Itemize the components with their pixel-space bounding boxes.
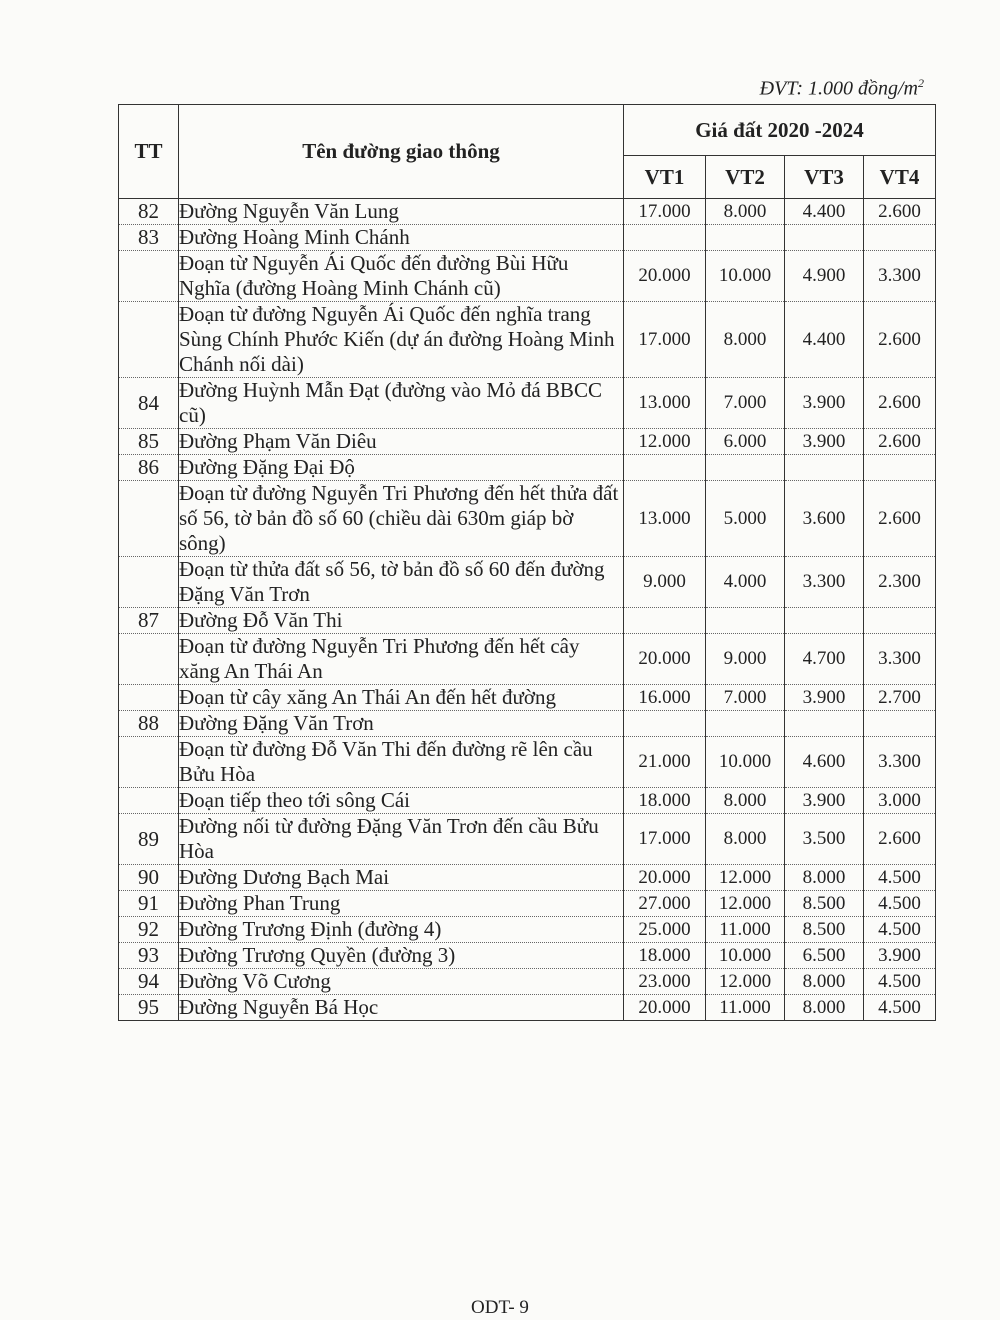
row-number: 87 — [119, 608, 179, 634]
price-vt2: 9.000 — [706, 634, 785, 685]
price-vt3: 4.700 — [785, 634, 864, 685]
road-name: Đường Nguyễn Văn Lung — [179, 199, 624, 225]
road-name: Đoạn từ Nguyễn Ái Quốc đến đường Bùi Hữu Nghĩa (đường Hoàng Minh Chánh cũ) — [179, 251, 624, 302]
table-row — [119, 455, 936, 481]
row-number: 95 — [119, 995, 179, 1021]
table-row — [119, 378, 936, 429]
row-number — [119, 737, 179, 788]
price-vt2: 12.000 — [706, 865, 785, 891]
road-name: Đường Võ Cương — [179, 969, 624, 995]
road-name: Đường Hoàng Minh Chánh — [179, 225, 624, 251]
header-vt1: VT1 — [624, 156, 706, 199]
price-vt1: 20.000 — [624, 634, 706, 685]
row-number: 91 — [119, 891, 179, 917]
road-name: Đường Trương Định (đường 4) — [179, 917, 624, 943]
row-number: 88 — [119, 711, 179, 737]
price-vt1: 18.000 — [624, 788, 706, 814]
page-footer: ODT- 9 — [471, 1297, 529, 1318]
price-vt3: 3.900 — [785, 685, 864, 711]
price-vt3: 3.600 — [785, 481, 864, 557]
price-vt2 — [706, 225, 785, 251]
price-vt4: 3.300 — [864, 251, 936, 302]
price-vt2 — [706, 711, 785, 737]
price-vt2: 11.000 — [706, 995, 785, 1021]
price-vt2 — [706, 455, 785, 481]
price-vt3 — [785, 455, 864, 481]
price-vt4: 2.300 — [864, 557, 936, 608]
road-name: Đường nối từ đường Đặng Văn Trơn đến cầu Bửu Hòa — [179, 814, 624, 865]
road-name: Đoạn từ cây xăng An Thái An đến hết đường — [179, 685, 624, 711]
table-row — [119, 995, 936, 1021]
price-vt2: 7.000 — [706, 378, 785, 429]
price-vt1: 12.000 — [624, 429, 706, 455]
price-vt3: 8.000 — [785, 969, 864, 995]
road-name: Đường Phạm Văn Diêu — [179, 429, 624, 455]
price-vt1 — [624, 608, 706, 634]
price-vt2: 8.000 — [706, 788, 785, 814]
price-vt2: 10.000 — [706, 943, 785, 969]
table-row — [119, 608, 936, 634]
row-number — [119, 557, 179, 608]
table-row — [119, 199, 936, 225]
price-vt4 — [864, 711, 936, 737]
row-number — [119, 251, 179, 302]
price-vt4: 2.600 — [864, 814, 936, 865]
price-vt2: 11.000 — [706, 917, 785, 943]
unit-note-superscript: 2 — [918, 76, 924, 90]
road-name: Đường Dương Bạch Mai — [179, 865, 624, 891]
price-vt4: 3.300 — [864, 737, 936, 788]
price-vt1: 25.000 — [624, 917, 706, 943]
table-row — [119, 481, 936, 557]
price-vt4: 3.300 — [864, 634, 936, 685]
road-name: Đoạn từ đường Nguyễn Tri Phương đến hết cây xăng An Thái An — [179, 634, 624, 685]
price-vt4: 4.500 — [864, 917, 936, 943]
header-tt: TT — [119, 105, 179, 199]
road-name: Đường Đỗ Văn Thi — [179, 608, 624, 634]
row-number: 89 — [119, 814, 179, 865]
table-body — [119, 199, 936, 1021]
price-vt4: 2.600 — [864, 199, 936, 225]
price-vt2: 7.000 — [706, 685, 785, 711]
price-vt3: 3.900 — [785, 429, 864, 455]
price-vt2: 8.000 — [706, 814, 785, 865]
row-number: 85 — [119, 429, 179, 455]
table-row — [119, 429, 936, 455]
table-row — [119, 969, 936, 995]
row-number — [119, 634, 179, 685]
price-vt2: 5.000 — [706, 481, 785, 557]
price-vt4 — [864, 608, 936, 634]
price-vt4 — [864, 455, 936, 481]
table-row — [119, 225, 936, 251]
price-vt1: 20.000 — [624, 995, 706, 1021]
price-vt4: 4.500 — [864, 969, 936, 995]
price-vt4: 3.900 — [864, 943, 936, 969]
road-name: Đường Huỳnh Mẫn Đạt (đường vào Mỏ đá BBCC cũ) — [179, 378, 624, 429]
price-vt2: 8.000 — [706, 302, 785, 378]
price-vt1 — [624, 711, 706, 737]
road-name: Đường Nguyễn Bá Học — [179, 995, 624, 1021]
price-vt1: 20.000 — [624, 865, 706, 891]
table-row — [119, 302, 936, 378]
price-vt1: 17.000 — [624, 199, 706, 225]
header-road-name: Tên đường giao thông — [179, 105, 624, 199]
table-row — [119, 814, 936, 865]
price-vt2 — [706, 608, 785, 634]
price-vt2: 10.000 — [706, 737, 785, 788]
row-number: 90 — [119, 865, 179, 891]
row-number: 94 — [119, 969, 179, 995]
price-vt4: 2.700 — [864, 685, 936, 711]
road-name: Đoạn từ đường Nguyễn Ái Quốc đến nghĩa trang Sùng Chính Phước Kiến (dự án đường Hoàng Minh Chánh nối dài) — [179, 302, 624, 378]
price-vt4: 2.600 — [864, 429, 936, 455]
road-name: Đoạn tiếp theo tới sông Cái — [179, 788, 624, 814]
road-name: Đường Đặng Đại Độ — [179, 455, 624, 481]
price-vt2: 12.000 — [706, 891, 785, 917]
price-vt1: 9.000 — [624, 557, 706, 608]
price-vt1 — [624, 225, 706, 251]
price-vt3 — [785, 225, 864, 251]
price-vt4: 4.500 — [864, 891, 936, 917]
price-vt4 — [864, 225, 936, 251]
row-number — [119, 481, 179, 557]
table-row — [119, 943, 936, 969]
unit-note — [760, 76, 924, 101]
price-vt4: 4.500 — [864, 865, 936, 891]
row-number: 86 — [119, 455, 179, 481]
price-vt1: 27.000 — [624, 891, 706, 917]
price-vt2: 8.000 — [706, 199, 785, 225]
road-name: Đường Trương Quyền (đường 3) — [179, 943, 624, 969]
price-vt2: 12.000 — [706, 969, 785, 995]
price-vt3: 4.600 — [785, 737, 864, 788]
row-number: 82 — [119, 199, 179, 225]
table-row — [119, 711, 936, 737]
price-vt4: 2.600 — [864, 302, 936, 378]
header-vt2: VT2 — [706, 156, 785, 199]
price-vt3: 8.000 — [785, 865, 864, 891]
price-vt3: 3.300 — [785, 557, 864, 608]
price-vt4: 2.600 — [864, 378, 936, 429]
price-vt2: 10.000 — [706, 251, 785, 302]
price-vt1: 13.000 — [624, 378, 706, 429]
price-vt4: 4.500 — [864, 995, 936, 1021]
price-vt2: 4.000 — [706, 557, 785, 608]
table-row — [119, 865, 936, 891]
price-vt3 — [785, 711, 864, 737]
price-vt1: 18.000 — [624, 943, 706, 969]
table-row — [119, 788, 936, 814]
unit-note-text: ĐVT: 1.000 đồng/m — [759, 77, 918, 100]
road-name: Đoạn từ thửa đất số 56, tờ bản đồ số 60 đến đường Đặng Văn Trơn — [179, 557, 624, 608]
price-vt1: 13.000 — [624, 481, 706, 557]
table-row — [119, 737, 936, 788]
row-number — [119, 788, 179, 814]
price-vt3: 3.900 — [785, 788, 864, 814]
price-vt1: 20.000 — [624, 251, 706, 302]
price-vt3 — [785, 608, 864, 634]
price-vt1 — [624, 455, 706, 481]
road-name: Đoạn từ đường Đỗ Văn Thi đến đường rẽ lên cầu Bửu Hòa — [179, 737, 624, 788]
road-name: Đường Đặng Văn Trơn — [179, 711, 624, 737]
table-row — [119, 685, 936, 711]
table-row — [119, 891, 936, 917]
price-vt1: 17.000 — [624, 814, 706, 865]
table-row — [119, 917, 936, 943]
price-vt4: 2.600 — [864, 481, 936, 557]
price-vt1: 21.000 — [624, 737, 706, 788]
price-vt3: 4.900 — [785, 251, 864, 302]
price-vt4: 3.000 — [864, 788, 936, 814]
table-row — [119, 634, 936, 685]
land-price-table — [118, 104, 936, 1021]
header-price-group: Giá đất 2020 -2024 — [624, 105, 936, 156]
header-vt4: VT4 — [864, 156, 936, 199]
row-number: 83 — [119, 225, 179, 251]
row-number: 92 — [119, 917, 179, 943]
table-row — [119, 557, 936, 608]
price-vt1: 17.000 — [624, 302, 706, 378]
row-number: 93 — [119, 943, 179, 969]
table-row — [119, 251, 936, 302]
road-name: Đường Phan Trung — [179, 891, 624, 917]
row-number — [119, 302, 179, 378]
price-vt3: 3.500 — [785, 814, 864, 865]
price-vt3: 6.500 — [785, 943, 864, 969]
price-vt3: 8.500 — [785, 891, 864, 917]
price-vt3: 8.500 — [785, 917, 864, 943]
price-vt1: 16.000 — [624, 685, 706, 711]
price-vt1: 23.000 — [624, 969, 706, 995]
road-name: Đoạn từ đường Nguyễn Tri Phương đến hết thửa đất số 56, tờ bản đồ số 60 (chiều dài 630m giáp bờ sông) — [179, 481, 624, 557]
price-vt3: 4.400 — [785, 302, 864, 378]
price-vt2: 6.000 — [706, 429, 785, 455]
price-vt3: 3.900 — [785, 378, 864, 429]
header-vt3: VT3 — [785, 156, 864, 199]
row-number — [119, 685, 179, 711]
price-vt3: 8.000 — [785, 995, 864, 1021]
price-vt3: 4.400 — [785, 199, 864, 225]
row-number: 84 — [119, 378, 179, 429]
